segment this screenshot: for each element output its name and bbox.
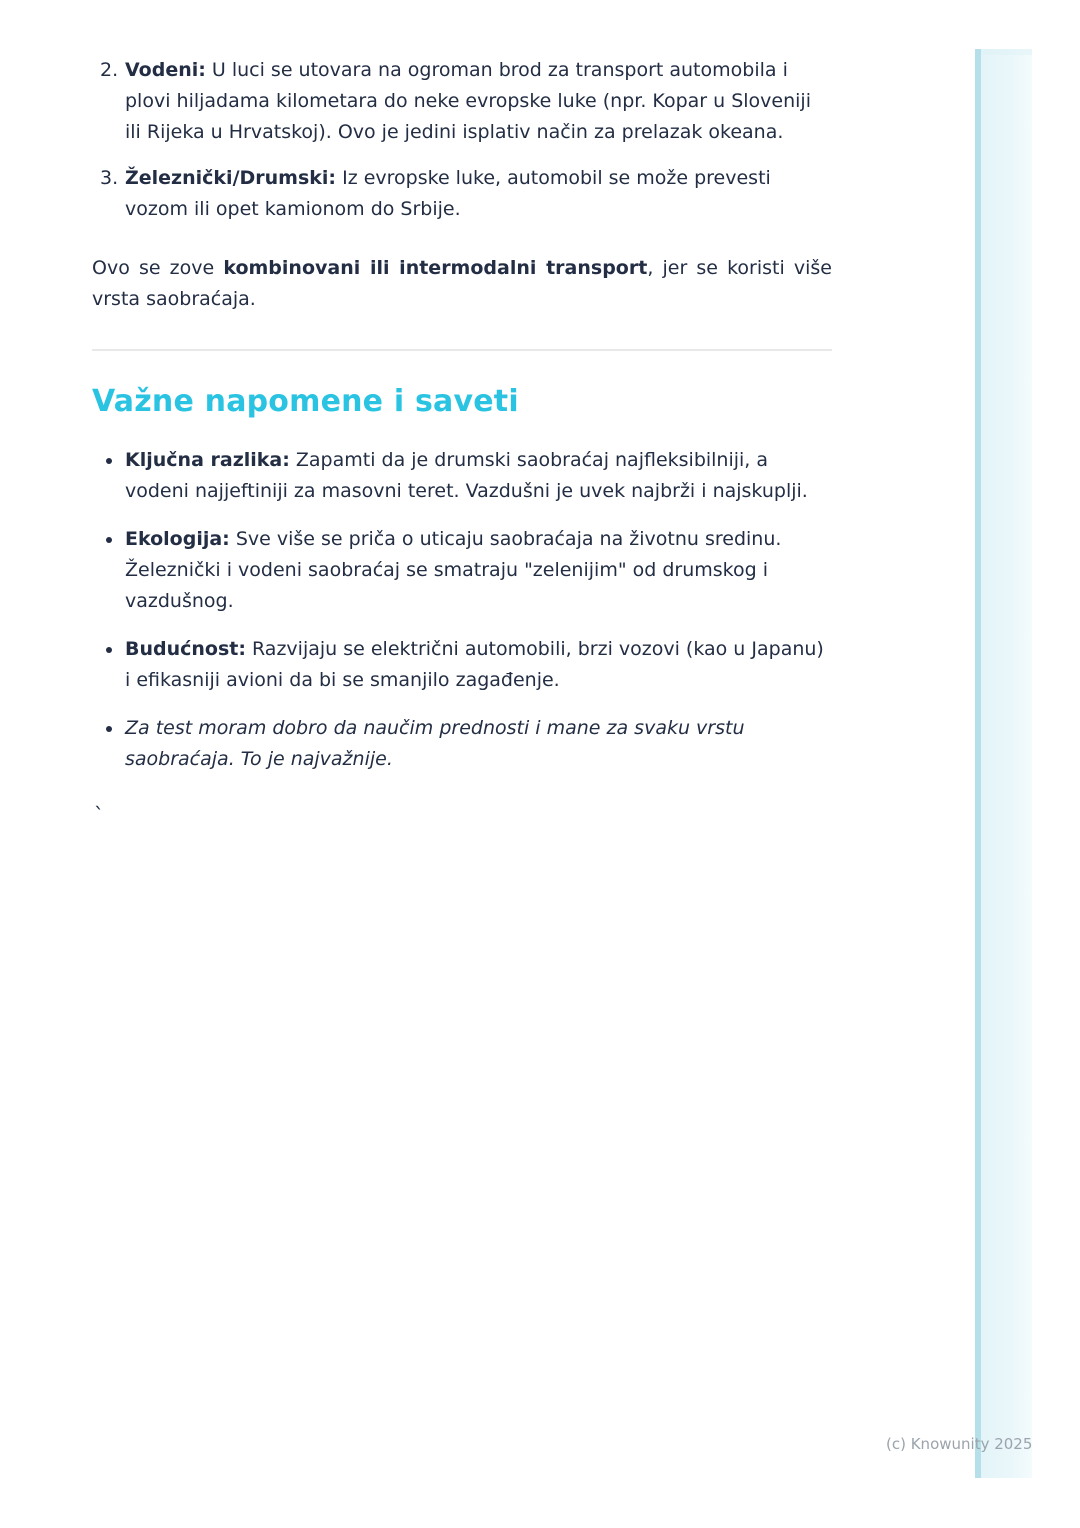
bullet-dot-icon [106,458,112,464]
paragraph-text-before: Ovo se zove [92,257,224,279]
bullet-item-note [92,713,832,775]
bullet-body: Sve više se priča o uticaju saobraćaja na životnu sredinu. Železnički i vodeni saobraćaj se smatraju "zelenijim" od drumskog i vazdušnog. [125,528,782,612]
stray-backtick: ` [94,803,104,827]
bullet-body: Razvijaju se električni automobili, brzi vozovi (kao u Japanu) i efikasniji avioni da bi se smanjilo zagađenje. [125,638,824,691]
bullet-text [125,634,832,696]
page-edge-stripe [975,49,1032,1478]
footer-credit: (c) Knowunity 2025 [886,1435,1033,1453]
bullet-dot-icon [106,647,112,653]
list-item-text [125,55,832,148]
notes-bullet-list [92,445,832,775]
bullet-lead: Ekologija: [125,528,230,550]
list-item [92,163,832,225]
bullet-lead: Ključna razlika: [125,449,290,471]
bullet-text [125,713,832,775]
list-item-body: U luci se utovara na ogroman brod za transport automobila i plovi hiljadama kilometara do neke evropske luke (npr. Kopar u Sloveniji ili Rijeka u Hrvatskoj). Ovo je jedini isplativ način za prelazak okeana. [125,59,811,143]
bullet-marker [92,445,125,507]
paragraph-text-after: , jer se koristi više vrsta saobraćaja. [92,257,833,310]
bullet-body: Za test moram dobro da naučim prednosti i mane za svaku vrstu saobraćaja. To je najvažnije. [125,717,745,770]
bullet-body: Zapamti da je drumski saobraćaj najfleksibilniji, a vodeni najjeftiniji za masovni teret. Vazdušni je uvek najbrži i najskuplji. [125,449,808,502]
bullet-dot-icon [106,726,112,732]
bullet-item [92,445,832,507]
bullet-marker [92,713,125,775]
bullet-text [125,445,832,507]
document-content [92,0,832,831]
transport-steps-list [92,55,832,225]
paragraph-bold-phrase: kombinovani ili intermodalni transport [223,257,648,279]
stripe-top-cap [981,49,1032,55]
bullet-marker [92,524,125,617]
bullet-text [125,524,832,617]
section-divider [92,349,832,351]
section-heading: Važne napomene i saveti [92,384,519,419]
list-item-lead: Vodeni: [125,59,206,81]
bullet-item [92,634,832,696]
bullet-lead: Budućnost: [125,638,246,660]
bullet-marker [92,634,125,696]
bullet-item [92,524,832,617]
list-item-number: 2. [100,59,119,81]
list-item-number: 3. [100,167,119,189]
summary-paragraph [92,253,832,315]
list-item-lead: Železnički/Drumski: [125,167,337,189]
list-item-body: Iz evropske luke, automobil se može prevesti vozom ili opet kamionom do Srbije. [125,167,771,220]
list-item-text [125,163,832,225]
list-item [92,55,832,148]
bullet-dot-icon [106,537,112,543]
